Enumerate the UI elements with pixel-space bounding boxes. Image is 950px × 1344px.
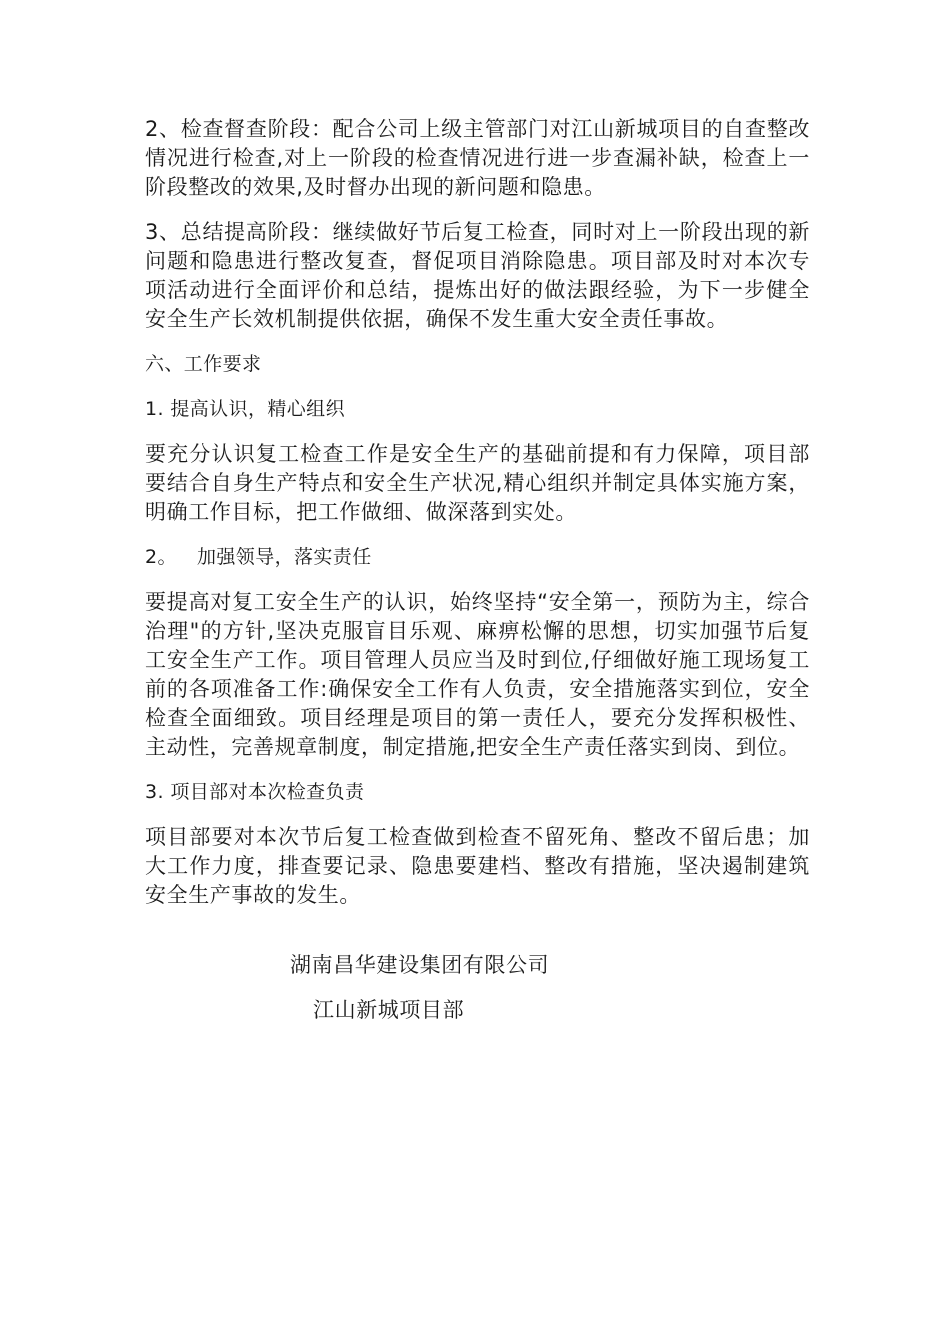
requirement-3-title: 3. 项目部对本次检查负责 [145,781,365,803]
signature-department: 江山新城项目部 [313,998,465,1022]
document-body [145,115,810,926]
paragraph-summary-stage: 3、总结提高阶段：继续做好节后复工检查，同时对上一阶段出现的新问题和隐患进行整改复查，督促项目消除隐患。项目部及时对本次专项活动进行全面评价和总结，提炼出好的做法跟经验，为下一步健全安全生产长效机制提供依据，确保不发生重大安全责任事故。 [145,220,810,331]
requirement-2-title [145,543,810,572]
requirement-3-body: 项目部要对本次节后复工检查做到检查不留死角、整改不留后患；加大工作力度，排查要记录、隐患要建档、整改有措施，坚决遏制建筑安全生产事故的发生。 [145,825,810,907]
requirement-2-number: 2。 [145,546,177,568]
signature-company: 湖南昌华建设集团有限公司 [290,953,550,977]
requirement-1-body: 要充分认识复工检查工作是安全生产的基础前提和有力保障，项目部要结合自身生产特点和安全生产状况,精心组织并制定具体实施方案，明确工作目标，把工作做细、做深落到实处。 [145,442,810,524]
requirement-1-title: 1. 提高认识，精心组织 [145,398,345,420]
section-title: 六、工作要求 [145,353,262,375]
requirement-2-text: 加强领导，落实责任 [197,546,372,568]
paragraph-inspection-stage: 2、检查督查阶段：配合公司上级主管部门对江山新城项目的自查整改情况进行检查,对上一阶段的检查情况进行进一步查漏补缺，检查上一阶段整改的效果,及时督办出现的新问题和隐患。 [145,117,810,199]
requirement-2-body: 要提高对复工安全生产的认识，始终坚持“安全第一，预防为主，综合治理"的方针,坚决克服盲目乐观、麻痹松懈的思想，切实加强节后复工安全生产工作。项目管理人员应当及时到位,仔细做好施工现场复工前的各项准备工作:确保安全工作有人负责，安全措施落实到位，安全检查全面细致。项目经理是项目的第一责任人，要充分发挥积极性、主动性，完善规章制度，制定措施,把安全生产责任落实到岗、到位。 [145,590,810,759]
